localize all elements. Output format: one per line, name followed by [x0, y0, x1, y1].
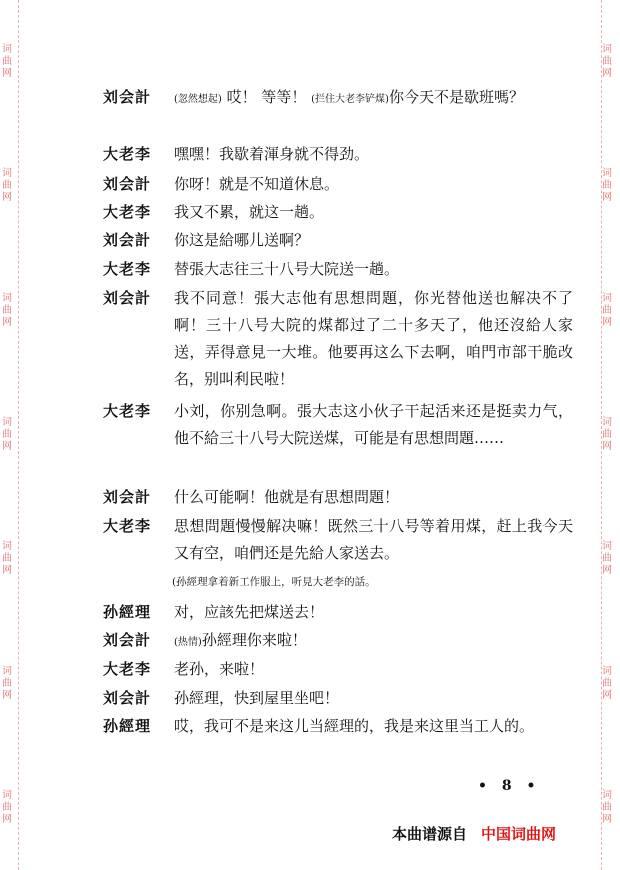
stage-direction-inline: (热情)	[174, 637, 202, 648]
speech-text: (忽然想起) 哎！ 等等！ (拦住大老李铲煤)你今天不是歇班嗎？	[174, 88, 524, 106]
speaker-name: 大老李	[103, 402, 152, 420]
dialogue-line	[103, 84, 573, 113]
speaker-name: 刘会計	[103, 88, 152, 106]
speech-text: 嘿嘿！我歇着渾身就不得劲。	[174, 145, 370, 163]
speech-text: 你这是給哪儿送啊？	[174, 231, 310, 249]
speaker-name: 孙經理	[103, 603, 152, 621]
speech-text: 你呀！就是不知道休息。	[174, 175, 340, 193]
watermark: 词曲网	[602, 416, 612, 452]
speech-text: (热情)孙經理你来啦！	[174, 631, 307, 649]
dialogue-line	[103, 685, 573, 712]
speech-text: 我不同意！張大志他有思想問題，你光替他送也解决不了啊！三十八号大院的煤都过了二十多天了，他还沒給人家送，弄得意見一大堆。他要再这么下去啊，咱門市部干脆改名，别叫利民啦！	[174, 289, 573, 388]
watermark: 词曲网	[602, 292, 612, 328]
dialogue-line	[103, 713, 573, 740]
watermark: 词曲网	[602, 541, 612, 577]
speaker-name: 大老李	[103, 660, 152, 678]
watermark: 词曲网	[2, 416, 12, 452]
speech-text: 哎，我可不是来这儿当經理的，我是来这里当工人的。	[174, 717, 535, 735]
dialogue-line	[103, 256, 573, 283]
left-watermark-strip	[2, 0, 19, 870]
dialogue-line	[103, 285, 573, 393]
speaker-name: 刘会計	[103, 689, 152, 707]
speaker-name: 刘会計	[103, 488, 152, 506]
watermark: 词曲网	[2, 292, 12, 328]
speech-text: 思想問題慢慢解决嘛！既然三十八号等着用煤，赶上我今天又有空，咱們还是先給人家送去。	[174, 517, 573, 562]
dialogue-line	[103, 398, 573, 452]
watermark: 词曲网	[602, 168, 612, 204]
watermark: 词曲网	[2, 168, 12, 204]
speaker-name: 刘会計	[103, 231, 152, 249]
speech-text: 老孙，来啦！	[174, 660, 265, 678]
source-footer	[392, 823, 556, 844]
footer-site-link[interactable]: 中国词曲网	[481, 825, 557, 843]
watermark: 词曲网	[2, 789, 12, 825]
watermark: 词曲网	[2, 665, 12, 701]
dialogue-line	[103, 513, 573, 567]
speaker-name: 大老李	[103, 145, 152, 163]
dialogue-line	[103, 627, 573, 656]
speaker-name: 刘会計	[103, 289, 152, 307]
speech-text: 小刘，你别急啊。張大志这小伙子干起活来还是挺卖力气，他不給三十八号大院送煤，可能是有思想問題……	[174, 402, 573, 447]
dialogue-line	[103, 199, 573, 226]
watermark: 词曲网	[602, 789, 612, 825]
page-number: • 8 •	[478, 778, 541, 794]
speaker-name: 大老李	[103, 260, 152, 278]
watermark: 词曲网	[602, 44, 612, 80]
speech-text: 对，应該先把煤送去！	[174, 603, 325, 621]
speech-text: 我又不累，就这一趟。	[174, 203, 325, 221]
dialogue-line	[103, 227, 573, 254]
dialogue-line	[103, 599, 573, 626]
speaker-name: 大老李	[103, 203, 152, 221]
speaker-name: 刘会計	[103, 631, 152, 649]
speaker-name: 大老李	[103, 517, 152, 535]
stage-direction-inline: (拦住大老李铲煤)	[311, 94, 389, 105]
stage-direction-inline: (忽然想起)	[174, 94, 222, 105]
speech-text: 替張大志往三十八号大院送一趟。	[174, 260, 400, 278]
dialogue-line	[103, 656, 573, 683]
dialogue-line	[103, 141, 573, 168]
dialogue-line	[103, 484, 573, 511]
right-watermark-strip	[601, 0, 618, 870]
watermark: 词曲网	[2, 44, 12, 80]
speaker-name: 孙經理	[103, 717, 152, 735]
speaker-name: 刘会計	[103, 175, 152, 193]
speech-text: 孙經理，快到屋里坐吧！	[174, 689, 340, 707]
speech-text: 什么可能啊！他就是有思想問題！	[174, 488, 400, 506]
watermark: 词曲网	[602, 665, 612, 701]
dialogue-line	[103, 171, 573, 198]
watermark: 词曲网	[2, 541, 12, 577]
footer-label: 本曲谱源自	[392, 825, 468, 843]
stage-direction: (孙經理拿着新工作服上，听見大老李的話。	[172, 576, 376, 588]
